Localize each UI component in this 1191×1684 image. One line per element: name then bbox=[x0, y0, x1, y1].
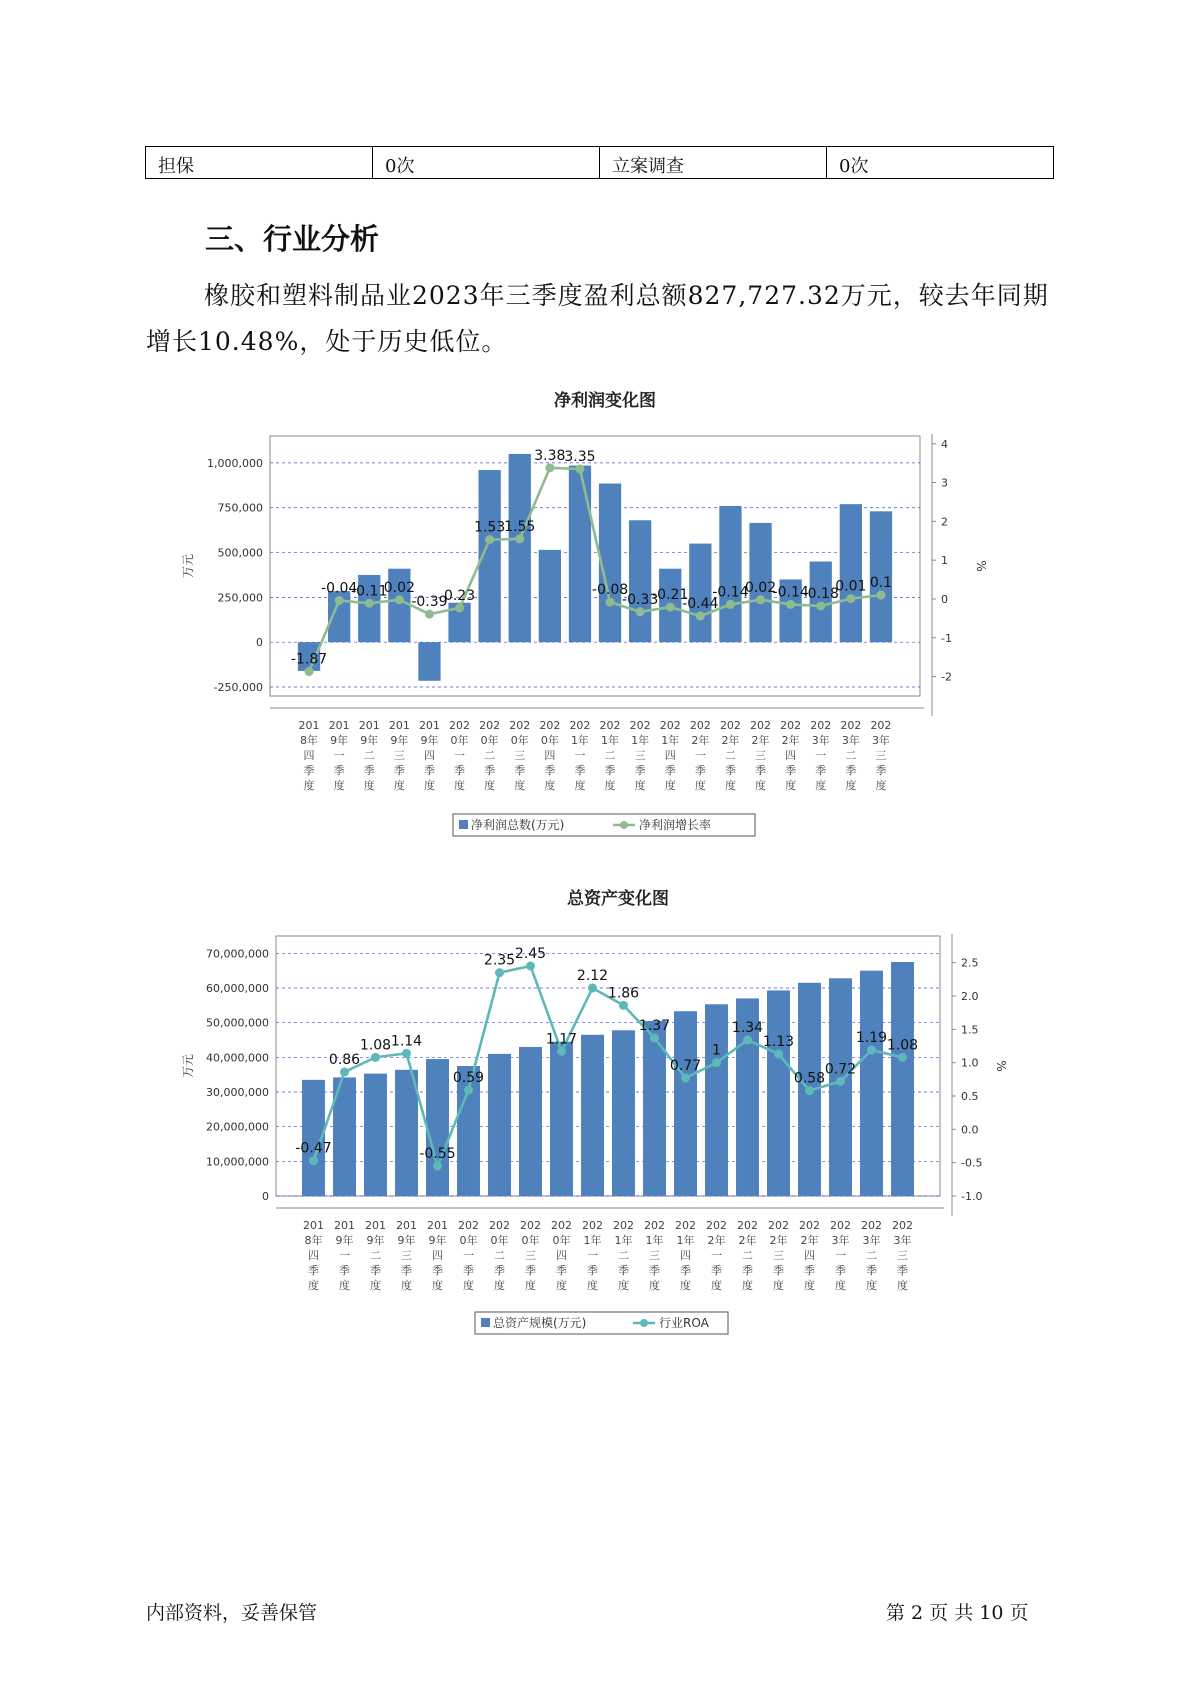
line-point bbox=[305, 667, 314, 676]
bar bbox=[488, 1054, 511, 1196]
y2-tick-label: -1 bbox=[941, 631, 952, 645]
y-tick-label: 30,000,000 bbox=[206, 1086, 269, 1099]
legend-label-bar: 净利润总数(万元) bbox=[471, 818, 565, 832]
y2-tick-label: 0.0 bbox=[961, 1123, 979, 1137]
legend-label-line: 净利润增长率 bbox=[639, 818, 712, 832]
data-label: 1.19 bbox=[855, 1030, 888, 1046]
data-label: 0.1 bbox=[869, 575, 893, 592]
bar bbox=[860, 971, 883, 1196]
data-label: -0.18 bbox=[802, 585, 839, 602]
bar bbox=[705, 1004, 728, 1196]
x-tick-label: 201 9年二季度 bbox=[365, 1219, 386, 1292]
x-tick-label: 201 9年三季度 bbox=[388, 719, 410, 792]
data-label: -0.04 bbox=[321, 580, 358, 597]
line-point bbox=[526, 962, 535, 971]
line-point bbox=[575, 464, 584, 473]
y2-tick-label: 0.5 bbox=[961, 1090, 979, 1103]
data-label: 0.58 bbox=[793, 1070, 826, 1087]
x-tick-label: 202 0年四季度 bbox=[551, 1219, 572, 1292]
line-point bbox=[365, 599, 374, 608]
x-tick-label: 201 9年三季度 bbox=[396, 1219, 417, 1292]
data-label: 1.55 bbox=[504, 518, 536, 535]
y-tick-label: 70,000,000 bbox=[206, 947, 269, 961]
x-tick-label: 202 3年二季度 bbox=[861, 1219, 882, 1292]
y2-tick-label: -1.0 bbox=[961, 1190, 983, 1203]
data-label: -1.87 bbox=[290, 651, 328, 668]
x-tick-label: 201 9年四季度 bbox=[418, 719, 440, 792]
bar bbox=[719, 506, 741, 642]
x-tick-label: 201 9年四季度 bbox=[427, 1219, 448, 1292]
x-tick-label: 202 1年四季度 bbox=[675, 1219, 696, 1292]
line-point bbox=[425, 610, 434, 619]
bar bbox=[581, 1035, 604, 1196]
line-point bbox=[681, 1074, 690, 1083]
data-label: 1.08 bbox=[886, 1037, 919, 1054]
x-tick-label: 202 1年一季度 bbox=[582, 1219, 603, 1292]
x-tick-label: 201 9年一季度 bbox=[334, 1219, 355, 1292]
line-point bbox=[588, 984, 597, 993]
y2-tick-label: 2.0 bbox=[961, 990, 979, 1003]
data-label: -0.14 bbox=[772, 584, 809, 601]
data-label: 1.08 bbox=[359, 1037, 392, 1054]
legend-label-bar: 总资产规模(万元) bbox=[493, 1316, 587, 1330]
x-tick-label: 202 2年四季度 bbox=[780, 719, 802, 792]
data-label: 0.02 bbox=[744, 579, 777, 596]
data-label: -0.47 bbox=[295, 1140, 332, 1157]
line-point bbox=[696, 612, 705, 621]
x-tick-label: 202 0年三季度 bbox=[520, 1219, 541, 1292]
table-cell-value-investigation: 0次 bbox=[827, 147, 1054, 179]
bar bbox=[364, 1074, 387, 1196]
bar bbox=[550, 1042, 573, 1196]
data-label: 2.45 bbox=[514, 946, 547, 962]
x-tick-label: 202 1年二季度 bbox=[599, 719, 621, 792]
y-tick-label: 1,000,000 bbox=[207, 456, 263, 470]
y-tick-label: 0 bbox=[262, 1190, 269, 1203]
y-tick-label: 500,000 bbox=[217, 546, 263, 560]
data-label: -0.55 bbox=[419, 1146, 456, 1162]
line-point bbox=[867, 1046, 876, 1055]
table-cell-label-guarantee: 担保 bbox=[146, 147, 373, 179]
line-point bbox=[485, 535, 494, 544]
y2-tick-label: 3 bbox=[941, 476, 948, 490]
x-tick-label: 201 9年二季度 bbox=[358, 719, 380, 792]
legend-label-line: 行业ROA bbox=[659, 1316, 709, 1330]
data-label: -0.44 bbox=[682, 596, 719, 613]
y2-tick-label: 1.5 bbox=[961, 1023, 979, 1037]
data-label: 0.23 bbox=[443, 587, 476, 604]
analysis-paragraph: 橡胶和塑料制品业2023年三季度盈利总额827,727.32万元，较去年同期增长10.48%，处于历史低位。 bbox=[146, 281, 1049, 356]
data-label: -0.33 bbox=[622, 591, 659, 608]
line-point bbox=[335, 596, 344, 605]
line-point bbox=[786, 600, 795, 609]
x-tick-label: 202 0年一季度 bbox=[449, 719, 471, 792]
data-label: -0.08 bbox=[591, 582, 629, 599]
line-point bbox=[836, 1077, 845, 1086]
chart-title: 净利润变化图 bbox=[554, 391, 656, 411]
line-point bbox=[515, 534, 524, 543]
data-label: 1.14 bbox=[390, 1033, 423, 1050]
line-point bbox=[756, 595, 765, 604]
x-tick-label: 202 2年二季度 bbox=[737, 1219, 758, 1292]
line-point bbox=[805, 1086, 814, 1095]
data-label: 1.34 bbox=[731, 1020, 764, 1036]
x-tick-label: 202 3年一季度 bbox=[830, 1219, 851, 1292]
bar bbox=[840, 504, 862, 642]
y2-tick-label: -0.5 bbox=[961, 1156, 983, 1170]
legend-swatch-marker bbox=[620, 821, 628, 829]
data-label: 3.35 bbox=[564, 448, 596, 465]
line-point bbox=[495, 968, 504, 977]
y-tick-label: 10,000,000 bbox=[206, 1155, 269, 1169]
y-tick-label: 50,000,000 bbox=[206, 1016, 269, 1030]
x-tick-label: 202 1年二季度 bbox=[613, 1219, 634, 1292]
y2-tick-label: 1 bbox=[941, 554, 948, 568]
x-tick-label: 202 0年四季度 bbox=[539, 719, 561, 792]
line-point bbox=[743, 1036, 752, 1045]
x-tick-label: 202 2年三季度 bbox=[750, 719, 772, 792]
line-point bbox=[557, 1047, 566, 1056]
y2-tick-label: 2.5 bbox=[961, 956, 979, 970]
x-tick-label: 202 2年一季度 bbox=[706, 1219, 727, 1292]
y2-tick-label: 0 bbox=[941, 592, 948, 606]
data-label: 1.17 bbox=[545, 1031, 578, 1048]
y2-tick-label: -2 bbox=[941, 670, 952, 684]
x-tick-label: 202 1年三季度 bbox=[629, 719, 651, 792]
data-label: 2.35 bbox=[483, 952, 516, 969]
x-tick-label: 202 2年三季度 bbox=[768, 1219, 789, 1292]
x-tick-label: 202 3年三季度 bbox=[870, 719, 892, 792]
x-tick-label: 201 8年四季度 bbox=[303, 1219, 324, 1292]
x-tick-label: 202 3年二季度 bbox=[840, 719, 862, 792]
data-label: -0.21 bbox=[652, 587, 689, 604]
bar bbox=[629, 520, 651, 642]
data-label: -0.11 bbox=[351, 583, 388, 600]
bar bbox=[689, 544, 711, 643]
x-tick-label: 202 2年一季度 bbox=[689, 719, 711, 792]
x-tick-label: 201 9年一季度 bbox=[328, 719, 350, 792]
data-label: 0.02 bbox=[383, 579, 415, 596]
line-point bbox=[636, 607, 645, 616]
data-label: 2.12 bbox=[576, 968, 609, 984]
legend-swatch-bar bbox=[481, 1318, 490, 1327]
x-tick-label: 202 0年三季度 bbox=[509, 719, 531, 792]
y-tick-label: 750,000 bbox=[217, 501, 263, 515]
line-point bbox=[545, 463, 554, 472]
line-point bbox=[340, 1068, 349, 1077]
footer-page-number: 第 2 页 共 10 页 bbox=[886, 1602, 1029, 1624]
bar bbox=[767, 990, 790, 1196]
y2-tick-label: 1.0 bbox=[961, 1056, 979, 1070]
x-tick-label: 202 0年一季度 bbox=[458, 1219, 479, 1292]
chart-title: 总资产变化图 bbox=[567, 889, 669, 909]
y-tick-label: 60,000,000 bbox=[206, 982, 269, 995]
data-label: 1.86 bbox=[607, 985, 640, 1002]
net-profit-chart bbox=[170, 388, 988, 848]
data-label: 0.86 bbox=[328, 1052, 361, 1068]
x-tick-label: 201 8年四季度 bbox=[298, 719, 320, 792]
x-tick-label: 202 2年四季度 bbox=[799, 1219, 820, 1292]
data-label: 0.72 bbox=[824, 1061, 857, 1078]
data-label: 0.59 bbox=[452, 1070, 485, 1086]
line-point bbox=[433, 1162, 442, 1171]
line-point bbox=[402, 1049, 411, 1058]
line-point bbox=[774, 1050, 783, 1059]
line-point bbox=[898, 1053, 907, 1062]
total-assets-chart bbox=[170, 886, 1008, 1346]
line-point bbox=[606, 598, 615, 607]
line-point bbox=[726, 600, 735, 609]
legend-swatch-marker bbox=[640, 1319, 648, 1327]
bar bbox=[674, 1011, 697, 1196]
data-label: 1.37 bbox=[638, 1018, 671, 1034]
data-label: 1.13 bbox=[762, 1034, 795, 1050]
y-axis-title: 万元 bbox=[181, 553, 195, 579]
y-tick-label: 250,000 bbox=[217, 591, 263, 605]
line-point bbox=[816, 601, 825, 610]
line-point bbox=[712, 1058, 721, 1067]
x-tick-label: 202 0年二季度 bbox=[479, 719, 501, 792]
x-tick-label: 202 3年三季度 bbox=[892, 1219, 913, 1292]
bar bbox=[426, 1059, 449, 1196]
data-label: -0.14 bbox=[712, 584, 749, 601]
line-point bbox=[876, 591, 885, 600]
line-point bbox=[619, 1001, 628, 1010]
table-cell-value-guarantee: 0次 bbox=[373, 147, 600, 179]
data-label: 0.77 bbox=[669, 1058, 702, 1074]
line-point bbox=[666, 603, 675, 612]
data-label: 1.53 bbox=[474, 519, 506, 536]
line-point bbox=[464, 1086, 473, 1095]
y-tick-label: -250,000 bbox=[213, 681, 263, 695]
line-point bbox=[846, 594, 855, 603]
bar bbox=[519, 1047, 542, 1196]
y2-tick-label: 4 bbox=[941, 437, 948, 451]
bar bbox=[418, 642, 440, 681]
x-tick-label: 202 1年三季度 bbox=[644, 1219, 665, 1292]
y2-axis-title: % bbox=[994, 1060, 1008, 1072]
data-label: -0.39 bbox=[411, 594, 448, 611]
bar bbox=[509, 454, 531, 642]
bar bbox=[395, 1070, 418, 1196]
data-label: 0.01 bbox=[835, 578, 867, 595]
line-point bbox=[309, 1156, 318, 1165]
footer-confidential: 内部资料，妥善保管 bbox=[146, 1602, 318, 1624]
line-point bbox=[455, 603, 464, 612]
y-axis-title: 万元 bbox=[181, 1053, 195, 1079]
y-tick-label: 20,000,000 bbox=[206, 1120, 269, 1134]
x-tick-label: 202 1年四季度 bbox=[659, 719, 681, 792]
line-point bbox=[395, 595, 404, 604]
info-table bbox=[145, 146, 1054, 179]
x-tick-label: 202 0年二季度 bbox=[489, 1219, 510, 1292]
section-title: 三、行业分析 bbox=[205, 222, 380, 256]
data-label: 1 bbox=[712, 1042, 721, 1059]
y-tick-label: 40,000,000 bbox=[206, 1051, 269, 1065]
bar bbox=[829, 978, 852, 1196]
y2-axis-title: % bbox=[974, 560, 988, 572]
y2-tick-label: 2 bbox=[941, 515, 948, 529]
bar bbox=[539, 550, 561, 642]
data-label: 3.38 bbox=[534, 447, 566, 464]
bar bbox=[612, 1030, 635, 1196]
x-tick-label: 202 2年二季度 bbox=[719, 719, 741, 792]
bar bbox=[891, 962, 914, 1196]
x-tick-label: 202 1年一季度 bbox=[569, 719, 591, 792]
line-point bbox=[650, 1034, 659, 1043]
x-tick-label: 202 3年一季度 bbox=[810, 719, 832, 792]
line-point bbox=[371, 1053, 380, 1062]
bar bbox=[569, 466, 591, 643]
y-tick-label: 0 bbox=[256, 636, 263, 650]
table-row bbox=[146, 147, 1054, 179]
legend-swatch-bar bbox=[459, 820, 468, 829]
table-cell-label-investigation: 立案调查 bbox=[600, 147, 827, 179]
